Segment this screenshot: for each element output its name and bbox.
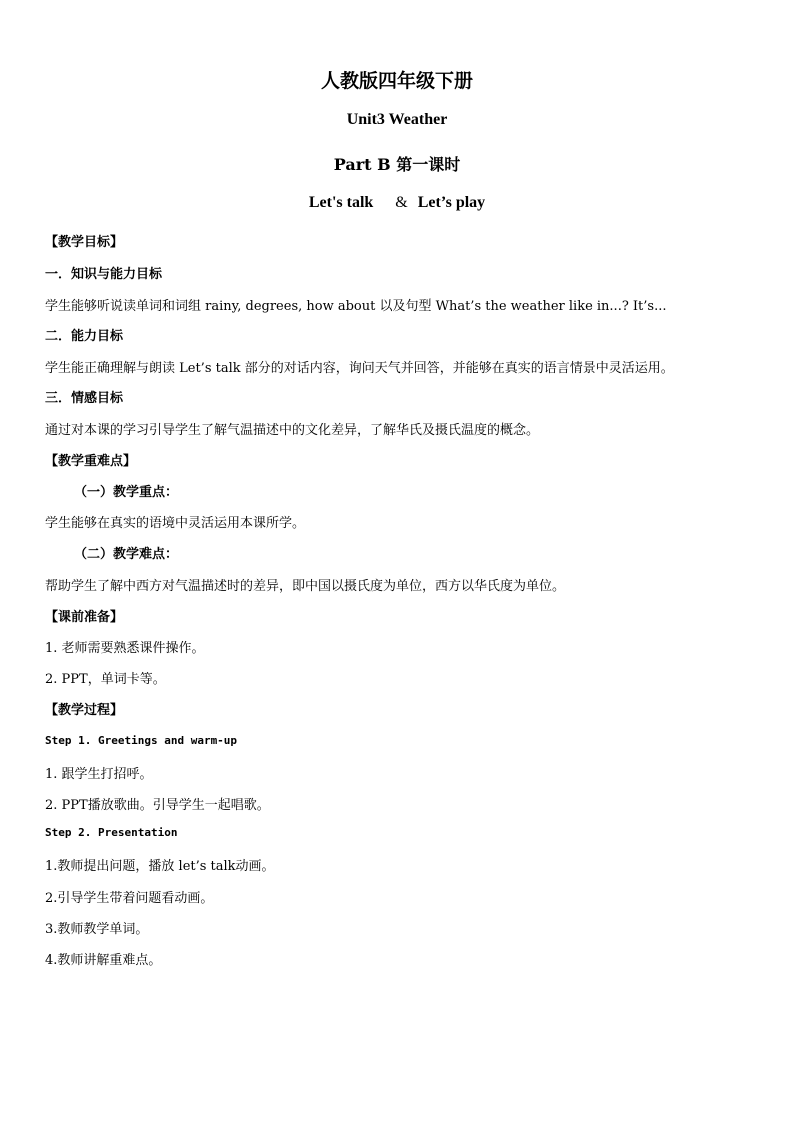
- part-title: Part B 第一课时: [333, 155, 461, 174]
- step-1-heading: Step 1. Greetings and warm-up: [45, 734, 238, 747]
- preparation-heading: 【课前准备】: [45, 610, 124, 625]
- step-2-item-4: 4.教师讲解重难点。: [45, 953, 162, 968]
- step-1-item-1: 1. 跟学生打招呼。: [45, 767, 153, 782]
- difficult-point-text: 帮助学生了解中西方对气温描述时的差异，即中国以摄氏度为单位，西方以华氏度为单位。: [45, 579, 566, 594]
- unit-title: Unit3 Weather: [346, 111, 448, 128]
- objective-3-text: 通过对本课的学习引导学生了解气温描述中的文化差异，了解华氏及摄氏温度的概念。: [45, 423, 540, 438]
- objective-3-heading: 三．情感目标: [45, 391, 124, 406]
- preparation-item-1: 1. 老师需要熟悉课件操作。: [45, 641, 205, 656]
- key-point-text: 学生能够在真实的语境中灵活运用本课所学。: [45, 516, 306, 531]
- process-heading: 【教学过程】: [45, 703, 124, 718]
- step-2-item-2: 2.引导学生带着问题看动画。: [45, 891, 214, 906]
- lesson-title: [0, 194, 794, 212]
- difficult-point-subheading: （二）教学难点：: [74, 547, 179, 562]
- key-point-subheading: （一）教学重点：: [74, 485, 179, 500]
- step-1-item-2: 2. PPT播放歌曲。引导学生一起唱歌。: [45, 798, 270, 813]
- lesson-title-right: Let’s play: [417, 194, 486, 211]
- step-2-item-1: 1.教师提出问题，播放 let’s talk动画。: [45, 859, 275, 874]
- objective-2-heading: 二．能力目标: [45, 329, 124, 344]
- step-2-heading: Step 2. Presentation: [45, 826, 178, 839]
- document-title: 人教版四年级下册: [320, 70, 473, 92]
- objective-1-heading: 一．知识与能力目标: [45, 267, 163, 282]
- lesson-title-ampersand: &: [395, 194, 408, 211]
- preparation-item-2: 2. PPT，单词卡等。: [45, 672, 166, 687]
- objective-2-text: 学生能正确理解与朗读 Let’s talk 部分的对话内容，询问天气并回答，并能够在真实的语言情景中灵活运用。: [45, 361, 674, 376]
- objective-1-text: 学生能够听说读单词和词组 rainy, degrees, how about 以及句型 What’s the weather like in...? It’s...: [45, 299, 667, 314]
- lesson-title-left: Let's talk: [308, 194, 374, 211]
- step-2-item-3: 3.教师教学单词。: [45, 922, 149, 937]
- key-points-heading: 【教学重难点】: [45, 454, 137, 469]
- objectives-heading: 【教学目标】: [45, 235, 124, 250]
